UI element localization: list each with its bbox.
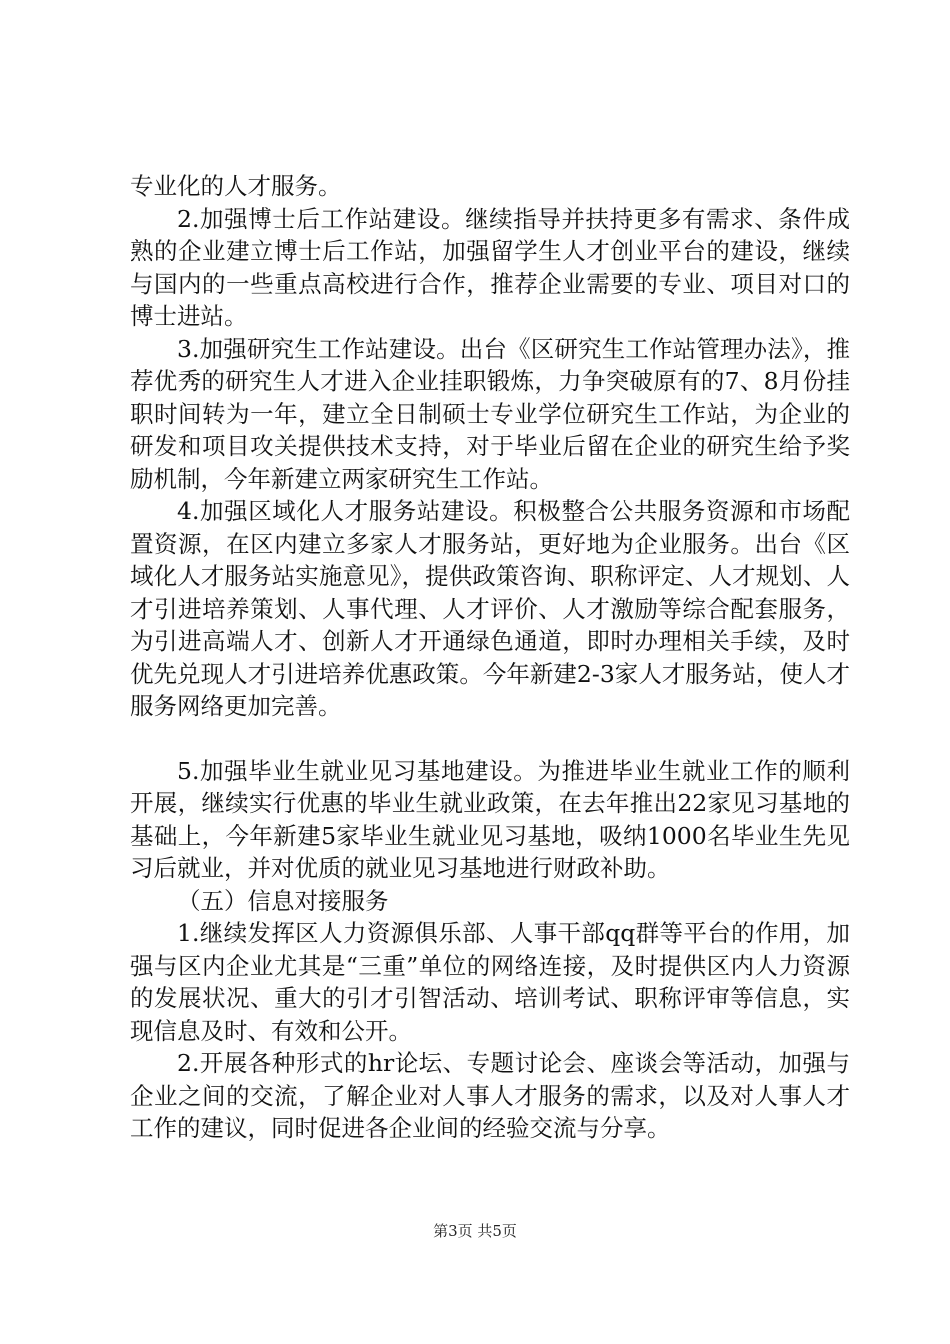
paragraph-internship-base: 5.加强毕业生就业见习基地建设。为推进毕业生就业工作的顺利开展，继续实行优惠的毕业生就业政策，在去年推出22家见习基地的基础上，今年新建5家毕业生就业见习基地，吸纳1000名毕业生先见习后就业，并对优质的就业见习基地进行财政补助。: [130, 756, 850, 882]
paragraph-hr-forum: 2.开展各种形式的hr论坛、专题讨论会、座谈会等活动，加强与企业之间的交流，了解企业对人事人才服务的需求，以及对人事人才工作的建议，同时促进各企业间的经验交流与分享。: [130, 1049, 850, 1142]
paragraph-hr-club: 1.继续发挥区人力资源俱乐部、人事干部qq群等平台的作用，加强与区内企业尤其是“三重”单位的网络连接，及时提供区内人力资源的发展状况、重大的引才引智活动、培训考试、职称评审等信息，实现信息及时、有效和公开。: [130, 919, 850, 1045]
paragraph-spacer: [130, 723, 850, 755]
paragraph-graduate-station: 3.加强研究生工作站建设。出台《区研究生工作站管理办法》，推荐优秀的研究生人才进入企业挂职锻炼，力争突破原有的7、8月份挂职时间转为一年，建立全日制硕士专业学位研究生工作站，为企业的研发和项目攻关提供技术支持，对于毕业后留在企业的研究生给予奖励机制，今年新建立两家研究生工作站。: [130, 334, 850, 493]
paragraph-continuation: 专业化的人才服务。: [130, 172, 342, 200]
document-body: [130, 170, 850, 1145]
paragraph-regional-talent-station: 4.加强区域化人才服务站建设。积极整合公共服务资源和市场配置资源，在区内建立多家人才服务站，更好地为企业服务。出台《区域化人才服务站实施意见》，提供政策咨询、职称评定、人才规划、人才引进培养策划、人事代理、人才评价、人才激励等综合配套服务，为引进高端人才、创新人才开通绿色通道，即时办理相关手续，及时优先兑现人才引进培养优惠政策。今年新建2-3家人才服务站，使人才服务网络更加完善。: [130, 497, 850, 720]
paragraph-postdoc-station: 2.加强博士后工作站建设。继续指导并扶持更多有需求、条件成熟的企业建立博士后工作站，加强留学生人才创业平台的建设，继续与国内的一些重点高校进行合作，推荐企业需要的专业、项目对口的博士进站。: [130, 204, 850, 330]
page-number: 第3页 共5页: [433, 1222, 517, 1240]
section-heading-info-service: （五）信息对接服务: [177, 886, 389, 915]
